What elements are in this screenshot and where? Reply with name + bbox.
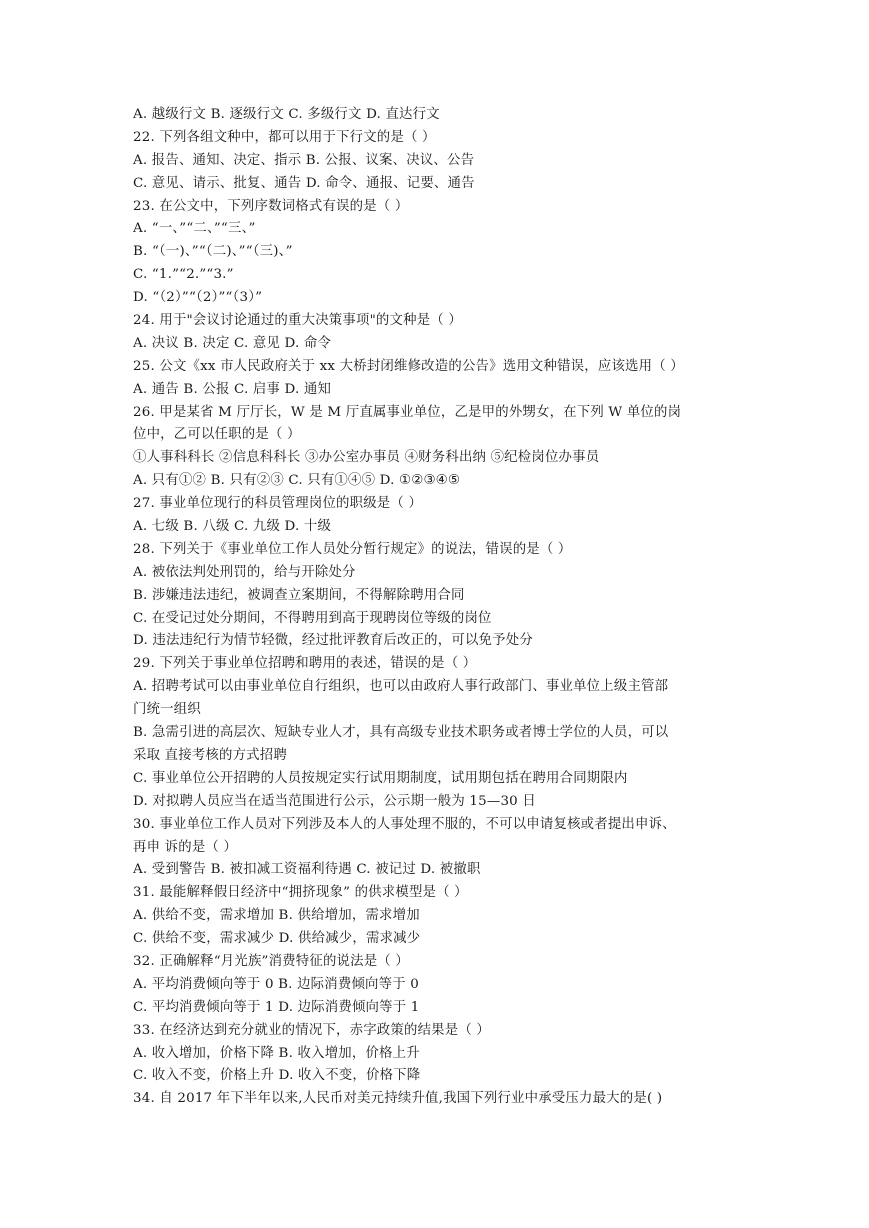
text-line: A. 被依法判处刑罚的，给与开除处分: [133, 564, 356, 580]
question-stem: 27. 事业单位现行的科员管理岗位的职级是（ ）: [133, 496, 423, 512]
text-line: B. 涉嫌违法违纪，被调查立案期间，不得解除聘用合同: [133, 587, 465, 603]
text-line: 位中，乙可以任职的是（ ）: [133, 427, 301, 443]
question-stem: 29. 下列关于事业单位招聘和聘用的表述，错误的是（ ）: [133, 656, 477, 672]
question-stem: 28. 下列关于《事业单位工作人员处分暂行规定》的说法，错误的是（ ）: [133, 541, 572, 557]
text-line: 再申 诉的是（ ）: [133, 839, 238, 855]
question-stem: 22. 下列各组文种中，都可以用于下行文的是（ ）: [133, 129, 436, 145]
text-line: B. “（一)、”“（二)、”“（三)、”: [133, 244, 293, 260]
text-line: A. 招聘考试可以由事业单位自行组织，也可以由政府人事行政部门、事业单位上级主管部: [133, 679, 669, 695]
question-stem: 25. 公文《xx 市人民政府关于 xx 大桥封闭维修改造的公告》选用文种错误，应该选用（ ）: [133, 358, 684, 374]
text-line: 采取 直接考核的方式招聘: [133, 747, 287, 763]
text-line: A. “一、”“二、”“三、”: [133, 221, 256, 237]
text-line: D. 对拟聘人员应当在适当范围进行公示，公示期一般为 15—30 日: [133, 793, 536, 809]
text-line: C. “1.”“2.”“3.”: [133, 267, 234, 283]
question-stem: 33. 在经济达到充分就业的情况下，赤字政策的结果是（ ）: [133, 1022, 490, 1038]
text-line: ①人事科科长 ②信息科科长 ③办公室办事员 ④财务科出纳 ⑤纪检岗位办事员: [133, 450, 600, 466]
text-line: A. 决议 B. 决定 C. 意见 D. 命令: [133, 335, 332, 351]
text-line: C. 供给不变，需求减少 D. 供给减少，需求减少: [133, 931, 421, 947]
text-line: A. 报告、通知、决定、指示 B. 公报、议案、决议、公告: [133, 152, 475, 168]
text-line: A. 收入增加，价格下降 B. 收入增加，价格上升: [133, 1045, 420, 1061]
text-line: A. 通告 B. 公报 C. 启事 D. 通知: [133, 381, 332, 397]
text-line: A. 越级行文 B. 逐级行文 C. 多级行文 D. 直达行文: [133, 107, 440, 122]
text-line: B. 急需引进的高层次、短缺专业人才，具有高级专业技术职务或者博士学位的人员，可以: [133, 725, 669, 741]
question-stem: 26. 甲是某省 M 厅厅长，W 是 M 厅直属事业单位，乙是甲的外甥女，在下列 W 单位的岗: [133, 404, 682, 420]
text-line: C. 收入不变，价格上升 D. 收入不变，价格下降: [133, 1068, 421, 1084]
text-line: D. “（2）”“（2）”“（3）”: [133, 290, 263, 306]
question-stem: 23. 在公文中，下列序数词格式有误的是（ ）: [133, 198, 409, 214]
text-line: C. 事业单位公开招聘的人员按规定实行试用期制度，试用期包括在聘用合同期限内: [133, 770, 628, 786]
text-line: A. 只有①② B. 只有②③ C. 只有①④⑤ D. ①②③④⑤: [133, 473, 461, 489]
text-line: C. 在受记过处分期间，不得聘用到高于现聘岗位等级的岗位: [133, 610, 492, 626]
question-stem: 31. 最能解释假日经济中“拥挤现象” 的供求模型是（ ）: [133, 885, 468, 901]
text-line: C. 平均消费倾向等于 1 D. 边际消费倾向等于 1: [133, 999, 420, 1015]
text-line: A. 供给不变，需求增加 B. 供给增加，需求增加: [133, 908, 420, 924]
question-stem: 24. 用于"会议讨论通过的重大决策事项"的文种是（ ）: [133, 313, 462, 329]
question-stem: 32. 正确解释“月光族”消费特征的说法是（ ）: [133, 953, 409, 969]
text-line: C. 意见、请示、批复、通告 D. 命令、通报、记要、通告: [133, 175, 475, 191]
text-line: A. 平均消费倾向等于 0 B. 边际消费倾向等于 0: [133, 976, 419, 992]
document-page: [133, 104, 743, 1111]
text-line: A. 受到警告 B. 被扣减工资福利待遇 C. 被记过 D. 被撤职: [133, 862, 481, 878]
text-line: D. 违法违纪行为情节轻微，经过批评教育后改正的，可以免予处分: [133, 633, 533, 649]
question-stem: 30. 事业单位工作人员对下列涉及本人的人事处理不服的，不可以申请复核或者提出申诉、: [133, 816, 676, 832]
text-line: 门统一组织: [133, 702, 201, 718]
question-stem: 34. 自 2017 年下半年以来,人民币对美元持续升值,我国下列行业中承受压力最大的是( ): [133, 1091, 663, 1107]
text-line: A. 七级 B. 八级 C. 九级 D. 十级: [133, 519, 332, 535]
